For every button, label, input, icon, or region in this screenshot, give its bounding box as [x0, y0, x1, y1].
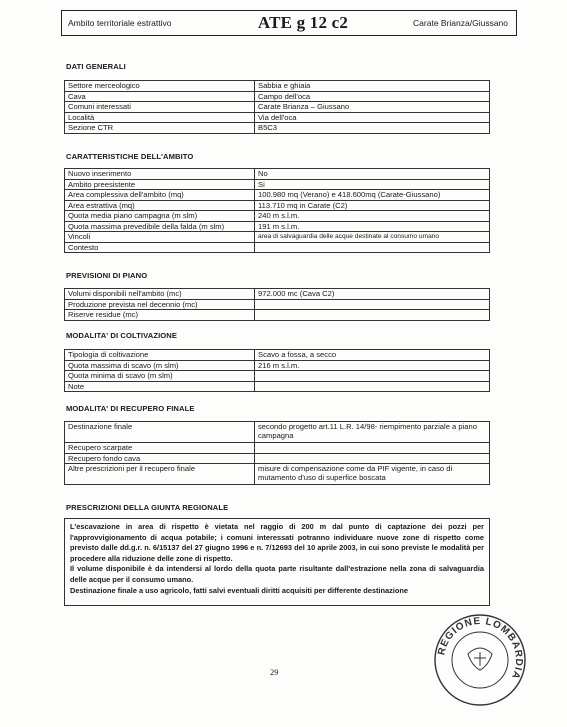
row-value: 100.980 mq (Verano) e 418.600mq (Carate-Giussano): [255, 190, 490, 201]
row-label: Destinazione finale: [65, 422, 255, 443]
table-row: [65, 310, 490, 321]
row-value: [255, 443, 490, 454]
row-label: Cava: [65, 91, 255, 102]
row-value: 191 m s.l.m.: [255, 221, 490, 232]
row-value: B5C3: [255, 123, 490, 134]
table-row: [65, 422, 490, 443]
row-label: Vincoli: [65, 232, 255, 243]
prescrizioni-box: [64, 518, 490, 606]
table-row: [65, 443, 490, 454]
table-recupero: [64, 421, 490, 485]
row-label: Località: [65, 112, 255, 123]
row-value: No: [255, 169, 490, 180]
table-row: [65, 221, 490, 232]
section-title-previsioni: PREVISIONI DI PIANO: [66, 271, 148, 280]
row-label: Tipologia di coltivazione: [65, 350, 255, 361]
regione-lombardia-stamp-icon: [430, 610, 530, 710]
table-row: [65, 453, 490, 464]
row-value: Sabbia e ghiaia: [255, 81, 490, 92]
section-title-caratteristiche: CARATTERISTICHE DELL'AMBITO: [66, 152, 194, 161]
section-title-dati-generali: DATI GENERALI: [66, 62, 126, 71]
table-row: [65, 381, 490, 392]
table-previsioni: [64, 288, 490, 321]
row-label: Comuni interessati: [65, 102, 255, 113]
row-label: Quota minima di scavo (m slm): [65, 371, 255, 382]
row-value: Campo dell'oca: [255, 91, 490, 102]
row-label: Produzione prevista nel decennio (mc): [65, 299, 255, 310]
table-row: [65, 242, 490, 253]
row-label: Area estrattiva (mq): [65, 200, 255, 211]
table-row: [65, 232, 490, 243]
row-label: Ambito preesistente: [65, 179, 255, 190]
row-label: Recupero scarpate: [65, 443, 255, 454]
row-value: 240 m s.l.m.: [255, 211, 490, 222]
row-value: 972.000 mc (Cava C2): [255, 289, 490, 300]
row-label: Contesto: [65, 242, 255, 253]
row-value: area di salvaguardia delle acque destinate al consumo umano: [255, 232, 490, 243]
location-label: Carate Brianza/Giussano: [413, 18, 508, 28]
row-value: Carate Brianza – Giussano: [255, 102, 490, 113]
row-value: [255, 453, 490, 464]
table-row: [65, 299, 490, 310]
section-title-prescrizioni: PRESCRIZIONI DELLA GIUNTA REGIONALE: [66, 503, 229, 512]
table-row: [65, 81, 490, 92]
row-label: Sezione CTR: [65, 123, 255, 134]
table-row: [65, 350, 490, 361]
row-label: Quota massima prevedibile della falda (m slm): [65, 221, 255, 232]
row-label: Settore merceologico: [65, 81, 255, 92]
prescrizioni-paragraph-2: Il volume disponibile è da intendersi al lordo della quota parte risultante dall'estrazione nella zona di salvaguardia delle acque per il consumo umano.: [70, 564, 484, 584]
row-label: Riserve residue (mc): [65, 310, 255, 321]
row-label: Nuovo inserimento: [65, 169, 255, 180]
row-label: Area complessiva dell'ambito (mq): [65, 190, 255, 201]
prescrizioni-paragraph-1: L'escavazione in area di rispetto è vietata nel raggio di 200 m dal punto di captazione dei pozzi per l'approvvigionamento di acqua potabile; i comuni interessati potranno individuare nuove zone di rispetto come previsto dalle dd.g.r. n. 6/15137 del 27 giugno 1996 e n. 7/12693 del 10 aprile 2003, in cui sono previste le modalità per procedere alla riduzione delle zone di rispetto.: [70, 522, 484, 563]
row-label: Volumi disponibili nell'ambito (mc): [65, 289, 255, 300]
table-row: [65, 102, 490, 113]
row-value: Scavo a fossa, a secco: [255, 350, 490, 361]
table-row: [65, 200, 490, 211]
table-dati-generali: [64, 80, 490, 134]
section-title-coltivazione: MODALITA' DI COLTIVAZIONE: [66, 331, 178, 340]
row-value: [255, 381, 490, 392]
row-label: Altre prescrizioni per il recupero finale: [65, 464, 255, 485]
row-label: Recupero fondo cava: [65, 453, 255, 464]
table-row: [65, 112, 490, 123]
row-value: [255, 299, 490, 310]
table-caratteristiche: [64, 168, 490, 253]
table-row: [65, 123, 490, 134]
page-number: 29: [270, 667, 279, 677]
svg-text:REGIONE LOMBARDIA: REGIONE LOMBARDIA: [436, 615, 525, 682]
table-row: [65, 371, 490, 382]
row-value: 113.710 mq in Carate (C2): [255, 200, 490, 211]
ate-code: ATE g 12 c2: [257, 13, 349, 32]
section-title-recupero: MODALITA' DI RECUPERO FINALE: [66, 404, 195, 413]
row-label: Quota media piano campagna (m slm): [65, 211, 255, 222]
table-row: [65, 360, 490, 371]
row-value: [255, 310, 490, 321]
row-value: Via dell'oca: [255, 112, 490, 123]
row-value: Si: [255, 179, 490, 190]
table-row: [65, 179, 490, 190]
row-value: [255, 371, 490, 382]
row-value: [255, 242, 490, 253]
row-label: Note: [65, 381, 255, 392]
table-row: [65, 190, 490, 201]
row-label: Quota massima di scavo (m slm): [65, 360, 255, 371]
table-row: [65, 464, 490, 485]
row-value: misure di compensazione come da PIF vigente, in caso di mutamento d'uso di superfice boscata: [255, 464, 490, 485]
header-box: [61, 10, 517, 36]
table-row: [65, 169, 490, 180]
row-value: secondo progetto art.11 L.R. 14/98- riempimento parziale a piano campagna: [255, 422, 490, 443]
ambito-label: Ambito territoriale estrattivo: [68, 18, 172, 28]
table-coltivazione: [64, 349, 490, 392]
table-row: [65, 91, 490, 102]
prescrizioni-paragraph-3: Destinazione finale a uso agricolo, fatti salvi eventuali diritti acquisiti per differente destinazione: [70, 585, 408, 595]
table-row: [65, 289, 490, 300]
table-row: [65, 211, 490, 222]
row-value: 216 m s.l.m.: [255, 360, 490, 371]
